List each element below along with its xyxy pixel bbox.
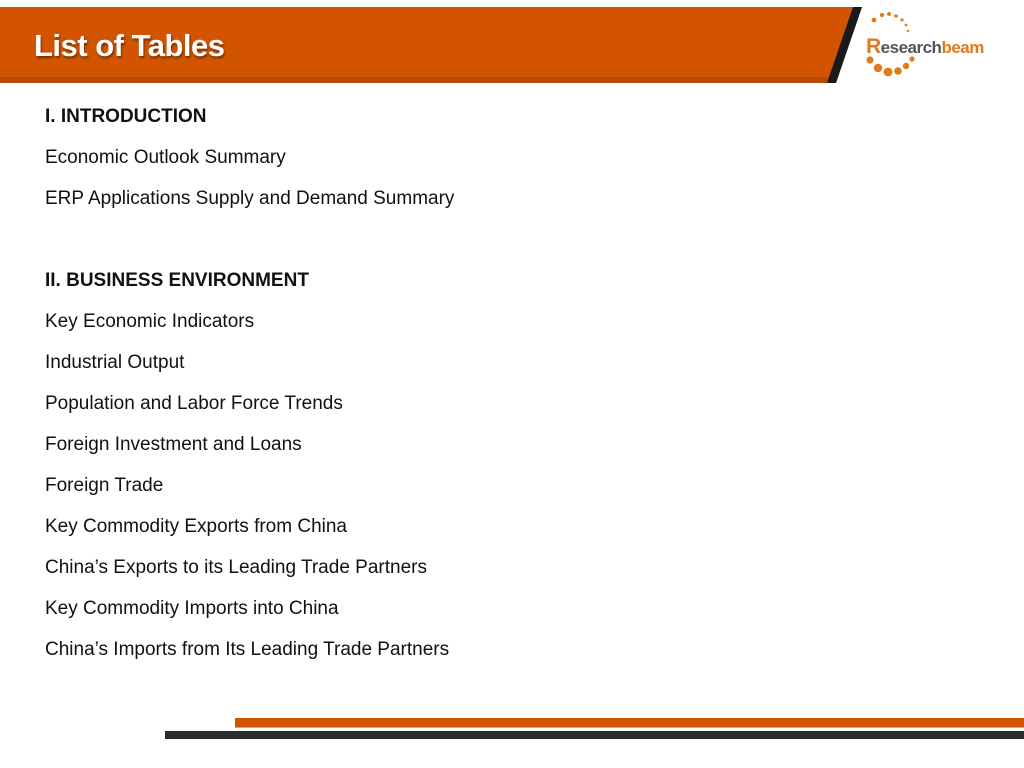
footer-dark-bar	[165, 731, 1024, 739]
section-heading: II. BUSINESS ENVIRONMENT	[45, 270, 309, 291]
footer-bars	[0, 716, 1024, 742]
list-item: Foreign Trade	[45, 475, 164, 496]
page-title: List of Tables	[34, 28, 225, 63]
list-item: ERP Applications Supply and Demand Summary	[45, 188, 455, 209]
logo-word-research: esearch	[880, 38, 942, 57]
footer-orange-bar	[235, 718, 1024, 727]
list-item: Industrial Output	[45, 352, 185, 373]
list-spacer	[45, 228, 745, 269]
list-item: Population and Labor Force Trends	[45, 393, 343, 414]
list-item: Key Commodity Exports from China	[45, 516, 347, 537]
list-item: Key Economic Indicators	[45, 311, 255, 332]
researchbeam-logo	[862, 10, 1012, 86]
list-item: China’s Imports from Its Leading Trade Partners	[45, 639, 450, 660]
section-heading: I. INTRODUCTION	[45, 106, 207, 127]
logo-wordmark	[866, 35, 984, 59]
list-item: China’s Exports to its Leading Trade Partners	[45, 557, 427, 578]
logo-cap-letter: R	[866, 35, 881, 58]
list-item: Foreign Investment and Loans	[45, 434, 302, 455]
logo-word-beam: beam	[941, 38, 984, 57]
list-item: Key Commodity Imports into China	[45, 598, 339, 619]
table-list	[45, 105, 745, 679]
list-item: Economic Outlook Summary	[45, 147, 286, 168]
footer-orange-bar-edge	[235, 727, 1024, 728]
